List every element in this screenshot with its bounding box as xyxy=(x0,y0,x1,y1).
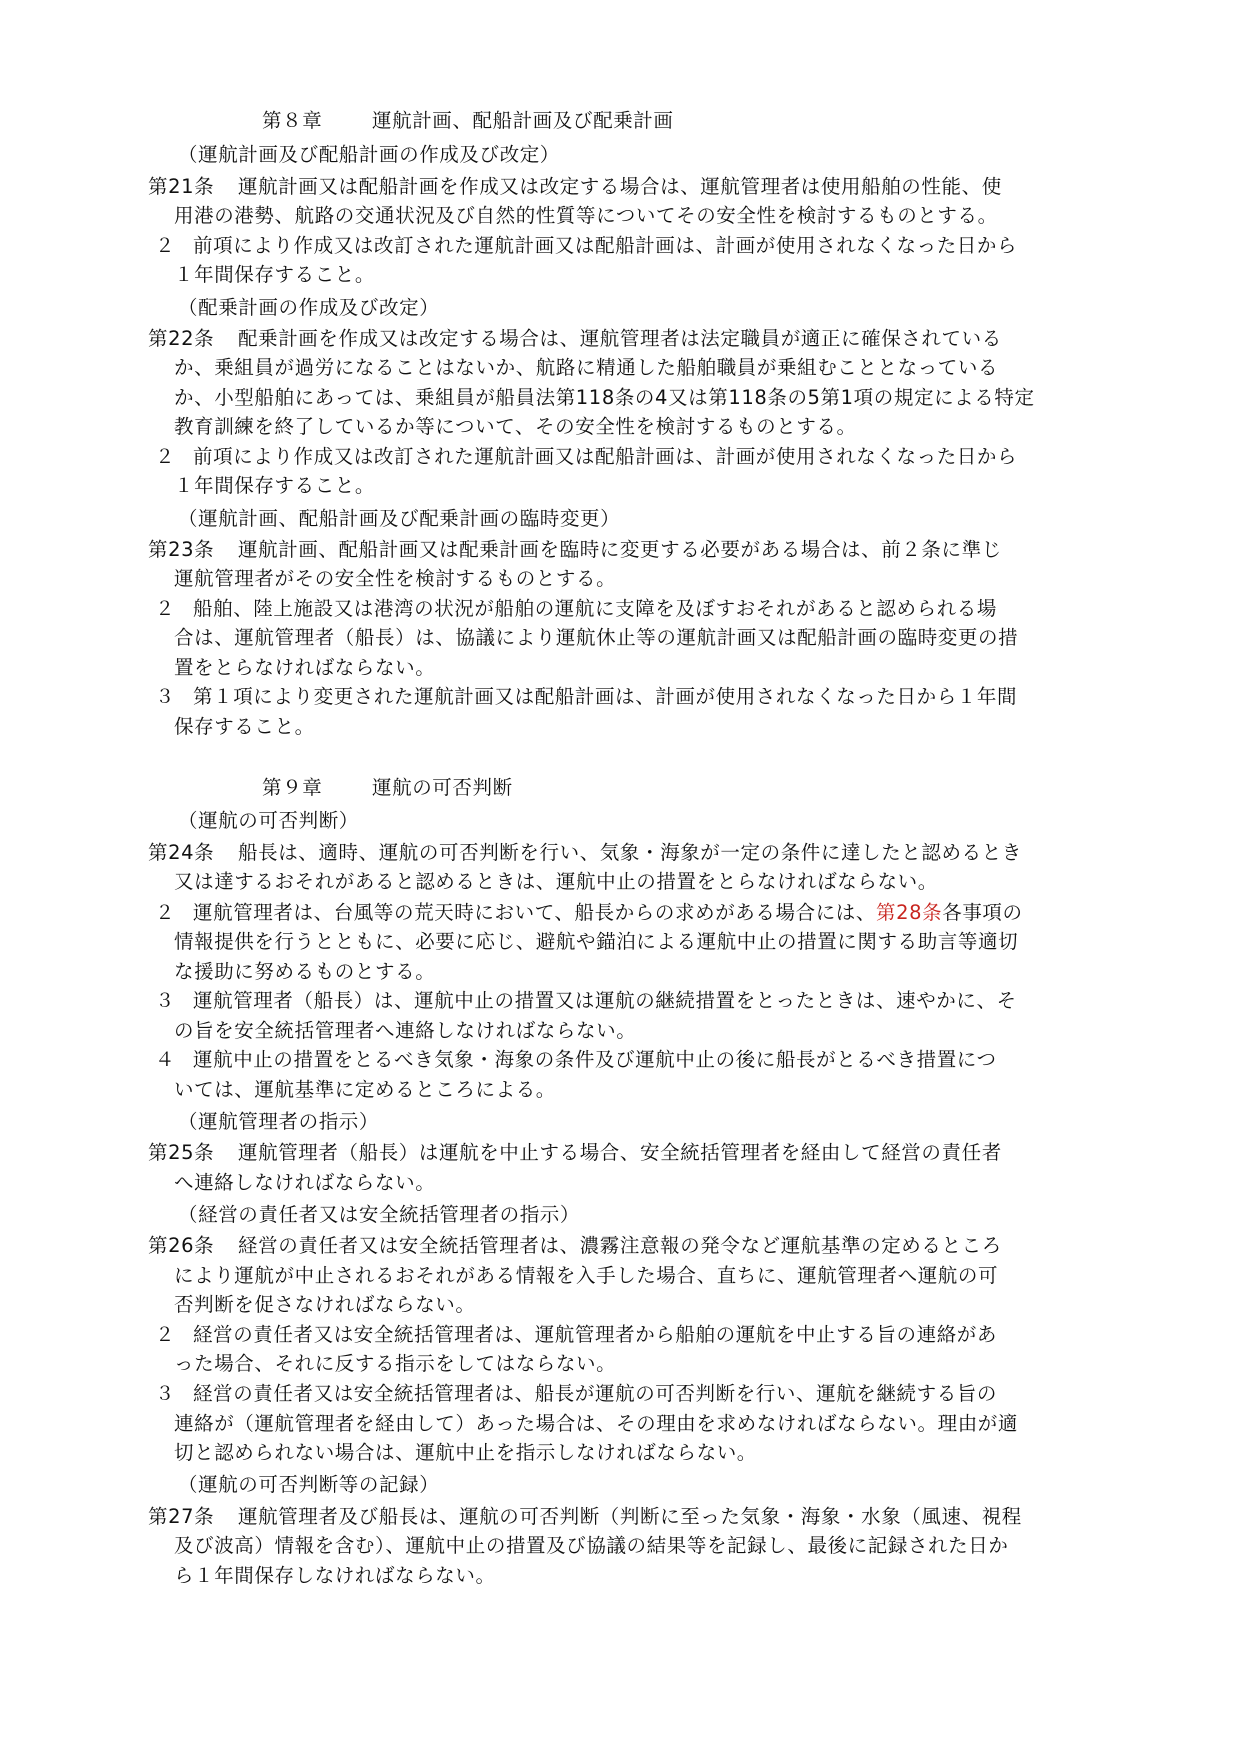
article-text: 船長は、適時、運航の可否判断を行い、気象・海象が一定の条件に達したと認めるとき xyxy=(238,841,1022,864)
article-24-caption: （運航の可否判断） xyxy=(178,809,359,832)
item-number: ４ xyxy=(155,1048,176,1071)
article-24-item-2-line-3: な援助に努めるものとする。 xyxy=(174,960,436,983)
article-21-label: 第21条 xyxy=(148,175,215,198)
article-22-item-2-line-1 xyxy=(155,442,1017,472)
item-number: ２ xyxy=(155,901,176,924)
article-25-line-2: へ連絡しなければならない。 xyxy=(174,1171,436,1194)
article-25-caption: （運航管理者の指示） xyxy=(178,1110,380,1133)
article-24-item-4-line-1 xyxy=(155,1045,997,1075)
article-26-line-2: により運航が中止されるおそれがある情報を入手した場合、直ちに、運航管理者へ運航の可 xyxy=(174,1264,999,1287)
article-24-item-2-line-1 xyxy=(155,898,1023,928)
article-23-caption: （運航計画、配船計画及び配乗計画の臨時変更） xyxy=(178,507,621,530)
article-23-line-2: 運航管理者がその安全性を検討するものとする。 xyxy=(174,567,617,590)
item-number: ２ xyxy=(155,597,176,620)
article-text: 運航計画、配船計画又は配乗計画を臨時に変更する必要がある場合は、前２条に準じ xyxy=(238,538,1002,561)
item-number: ２ xyxy=(155,1323,176,1346)
article-25-line-1 xyxy=(148,1138,1002,1168)
item-text: 運航管理者（船長）は、運航中止の措置又は運航の継続措置をとったときは、速やかに、そ xyxy=(193,989,1017,1012)
article-24-item-4-line-2: いては、運航基準に定めるところによる。 xyxy=(174,1078,556,1101)
article-text: 運航計画又は配船計画を作成又は改定する場合は、運航管理者は使用船舶の性能、使 xyxy=(238,175,1002,198)
item-text: 各事項の xyxy=(942,901,1023,924)
chapter-title: 運航の可否判断 xyxy=(372,776,513,799)
article-27-label: 第27条 xyxy=(148,1505,215,1528)
article-24-label: 第24条 xyxy=(148,841,215,864)
article-21-line-2: 用港の港勢、航路の交通状況及び自然的性質等についてその安全性を検討するものとする。 xyxy=(174,204,998,227)
article-28-reference: 第28条 xyxy=(876,901,943,924)
item-number: ２ xyxy=(155,234,176,257)
article-23-line-1 xyxy=(148,535,1002,565)
article-26-item-3-line-2: 連絡が（運航管理者を経由して）あった場合は、その理由を求めなければならない。理由が適 xyxy=(174,1412,1019,1435)
article-22-label: 第22条 xyxy=(148,327,215,350)
item-text: 第１項により変更された運航計画又は配船計画は、計画が使用されなくなった日から１年間 xyxy=(193,685,1018,708)
item-text: 前項により作成又は改訂された運航計画又は配船計画は、計画が使用されなくなった日から xyxy=(193,445,1018,468)
article-22-line-1 xyxy=(148,324,1002,354)
item-number: ２ xyxy=(155,445,176,468)
item-text: 運航管理者は、台風等の荒天時において、船長からの求めがある場合には、 xyxy=(193,901,877,924)
article-21-item-2-line-2: １年間保存すること。 xyxy=(174,263,376,286)
article-27-line-3: ら１年間保存しなければならない。 xyxy=(174,1564,496,1587)
article-22-caption: （配乗計画の作成及び改定） xyxy=(178,296,440,319)
chapter-8-heading xyxy=(262,106,674,136)
item-text: 経営の責任者又は安全統括管理者は、船長が運航の可否判断を行い、運航を継続する旨の xyxy=(193,1382,998,1405)
chapter-9-heading xyxy=(262,773,513,803)
article-21-caption: （運航計画及び配船計画の作成及び改定） xyxy=(178,143,560,166)
article-24-line-1 xyxy=(148,838,1022,868)
article-26-label: 第26条 xyxy=(148,1234,215,1257)
article-23-item-2-line-2: 合は、運航管理者（船長）は、協議により運航休止等の運航計画又は配船計画の臨時変更の措 xyxy=(174,626,1019,649)
chapter-number: 第８章 xyxy=(262,109,323,132)
article-text: 運航管理者（船長）は運航を中止する場合、安全統括管理者を経由して経営の責任者 xyxy=(238,1141,1002,1164)
item-number: ３ xyxy=(155,989,176,1012)
item-number: ３ xyxy=(155,1382,176,1405)
chapter-number: 第９章 xyxy=(262,776,323,799)
item-text: 運航中止の措置をとるべき気象・海象の条件及び運航中止の後に船長がとるべき措置につ xyxy=(193,1048,997,1071)
item-number: ３ xyxy=(155,685,176,708)
article-26-item-2-line-1 xyxy=(155,1320,997,1350)
article-21-item-2-line-1 xyxy=(155,231,1017,261)
article-text: 配乗計画を作成又は改定する場合は、運航管理者は法定職員が適正に確保されている xyxy=(238,327,1002,350)
article-22-item-2-line-2: １年間保存すること。 xyxy=(174,474,376,497)
item-text: 船舶、陸上施設又は港湾の状況が船舶の運航に支障を及ぼすおそれがあると認められる場 xyxy=(193,597,998,620)
article-23-label: 第23条 xyxy=(148,538,215,561)
article-22-line-2: か、乗組員が過労になることはないか、航路に精通した船舶職員が乗組むこととなっている xyxy=(174,356,999,379)
article-23-item-3-line-1 xyxy=(155,682,1017,712)
article-23-item-3-line-2: 保存すること。 xyxy=(174,715,315,738)
article-text: 運航管理者及び船長は、運航の可否判断（判断に至った気象・海象・水象（風速、視程 xyxy=(238,1505,1022,1528)
item-text: 経営の責任者又は安全統括管理者は、運航管理者から船舶の運航を中止する旨の連絡があ xyxy=(193,1323,998,1346)
article-26-line-3: 否判断を促さなければならない。 xyxy=(174,1293,476,1316)
article-26-line-1 xyxy=(148,1231,1002,1261)
article-24-item-3-line-1 xyxy=(155,986,1017,1016)
article-25-label: 第25条 xyxy=(148,1141,215,1164)
article-21-line-1 xyxy=(148,172,1002,202)
article-27-caption: （運航の可否判断等の記録） xyxy=(178,1473,440,1496)
article-24-line-2: 又は達するおそれがあると認めるときは、運航中止の措置をとらなければならない。 xyxy=(174,870,938,893)
article-24-item-3-line-2: の旨を安全統括管理者へ連絡しなければならない。 xyxy=(174,1019,637,1042)
item-text: 前項により作成又は改訂された運航計画又は配船計画は、計画が使用されなくなった日から xyxy=(193,234,1018,257)
article-text: 経営の責任者又は安全統括管理者は、濃霧注意報の発令など運航基準の定めるところ xyxy=(238,1234,1002,1257)
article-26-item-3-line-1 xyxy=(155,1379,997,1409)
article-26-item-2-line-2: った場合、それに反する指示をしてはならない。 xyxy=(174,1352,617,1375)
article-27-line-1 xyxy=(148,1502,1022,1532)
article-26-item-3-line-3: 切と認められない場合は、運航中止を指示しなければならない。 xyxy=(174,1441,757,1464)
article-23-item-2-line-3: 置をとらなければならない。 xyxy=(174,656,436,679)
article-27-line-2: 及び波高）情報を含む）、運航中止の措置及び協議の結果等を記録し、最後に記録された日か xyxy=(174,1534,1009,1557)
article-22-line-3: か、小型船舶にあっては、乗組員が船員法第118条の4又は第118条の5第1項の規定による特定 xyxy=(174,386,1035,409)
article-22-line-4: 教育訓練を終了しているか等について、その安全性を検討するものとする。 xyxy=(174,415,857,438)
article-24-item-2-line-2: 情報提供を行うとともに、必要に応じ、避航や錨泊による運航中止の措置に関する助言等適切 xyxy=(174,930,1019,953)
article-26-caption: （経営の責任者又は安全統括管理者の指示） xyxy=(178,1203,581,1226)
article-23-item-2-line-1 xyxy=(155,594,997,624)
chapter-title: 運航計画、配船計画及び配乗計画 xyxy=(372,109,674,132)
